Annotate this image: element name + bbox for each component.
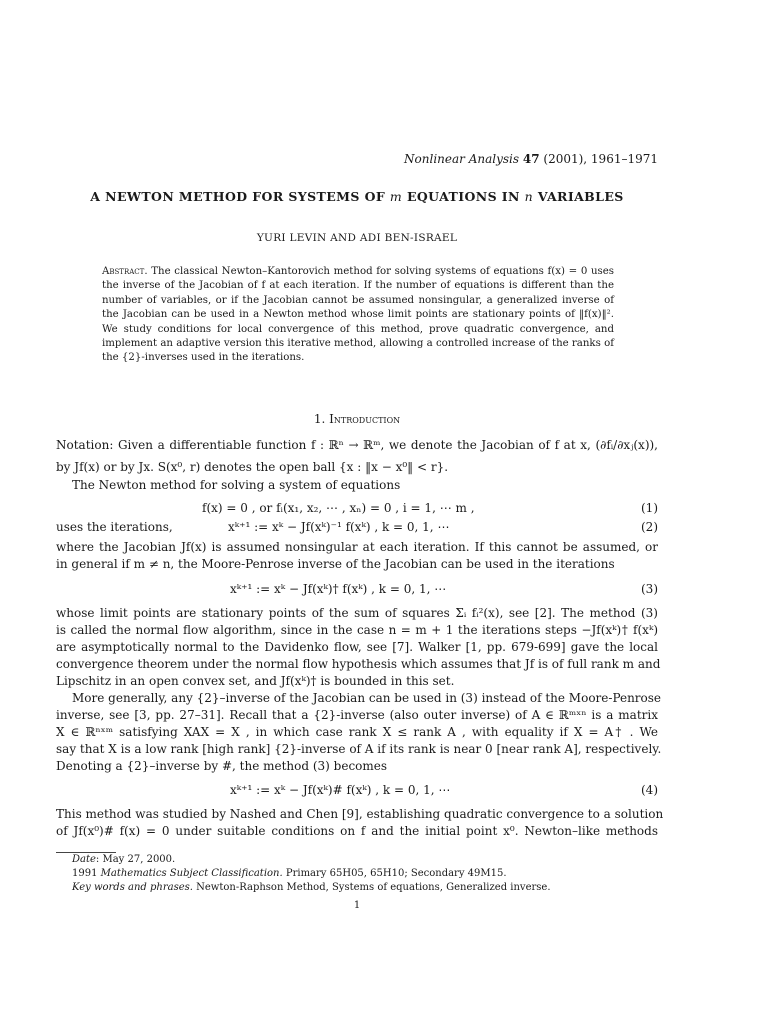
footnote-date: Date: May 27, 2000. <box>72 854 176 865</box>
paper-title: A NEWTON METHOD FOR SYSTEMS OF m EQUATIONS IN n VARIABLES <box>90 189 624 204</box>
body-line: by Jf(x) or by Jx. S(x⁰, r) denotes the open ball {x : ‖x − x⁰‖ < r}. <box>56 460 449 474</box>
body-line: The Newton method for solving a system of equations <box>72 478 401 492</box>
body-line: This method was studied by Nashed and Chen [9], establishing quadratic convergence to a solution <box>56 807 664 821</box>
page-number: 1 <box>353 900 361 911</box>
body-line: say that X is a low rank [high rank] {2}-inverse of A if its rank is near 0 [near rank A], respectively. <box>56 742 662 756</box>
equation-number: (1) <box>641 501 658 515</box>
body-line: X ∈ ℝⁿˣᵐ satisfying XAX = X , in which case rank X ≤ rank A , with equality if X = A† . We <box>56 725 658 739</box>
equation-1: f(x) = 0 , or fᵢ(x₁, x₂, ⋯ , xₙ) = 0 , i = 1, ⋯ m , (1) <box>202 501 658 515</box>
equation-number: (3) <box>641 582 658 596</box>
journal-citation: Nonlinear Analysis 47 (2001), 1961–1971 <box>404 152 658 166</box>
equation-number: (2) <box>641 520 658 534</box>
authors: YURI LEVIN AND ADI BEN-ISRAEL <box>256 232 458 244</box>
footnote-msc: 1991 Mathematics Subject Classification. Primary 65H05, 65H10; Secondary 49M15. <box>72 868 507 879</box>
body-line: inverse, see [3, pp. 27–31]. Recall that a {2}-inverse (also outer inverse) of A ∈ ℝᵐˣⁿ is a matrix <box>56 708 658 722</box>
paper-page <box>56 0 664 1024</box>
body-line: of Jf(x⁰)# f(x) = 0 under suitable conditions on f and the initial point x⁰. Newton–like methods <box>56 824 658 838</box>
body-line: where the Jacobian Jf(x) is assumed nonsingular at each iteration. If this cannot be assumed, or <box>56 540 658 554</box>
body-line: Notation: Given a differentiable function f : ℝⁿ → ℝᵐ, we denote the Jacobian of f at x, (∂fᵢ/∂xⱼ(x)), <box>56 438 658 452</box>
body-line: in general if m ≠ n, the Moore-Penrose inverse of the Jacobian can be used in the iterations <box>56 557 615 571</box>
equation-number: (4) <box>641 783 658 797</box>
equation-4: xᵏ⁺¹ := xᵏ − Jf(xᵏ)# f(xᵏ) , k = 0, 1, ⋯ (4) <box>230 783 658 797</box>
body-line: More generally, any {2}–inverse of the Jacobian can be used in (3) instead of the Moore-Penrose <box>72 691 662 705</box>
footnote-keywords: Key words and phrases. Newton-Raphson Method, Systems of equations, Generalized inverse. <box>72 882 551 893</box>
abstract <box>102 265 614 366</box>
equation-2: uses the iterations, xᵏ⁺¹ := xᵏ − Jf(xᵏ)⁻¹ f(xᵏ) , k = 0, 1, ⋯ (2) <box>56 520 658 534</box>
equation-3: xᵏ⁺¹ := xᵏ − Jf(xᵏ)† f(xᵏ) , k = 0, 1, ⋯ (3) <box>230 582 658 596</box>
body-line: whose limit points are stationary points of the sum of squares Σᵢ fᵢ²(x), see [2]. The method (3) <box>56 606 658 620</box>
body-line: Denoting a {2}–inverse by #, the method (3) becomes <box>56 759 388 773</box>
body-line: Lipschitz in an open convex set, and Jf(xᵏ)† is bounded in this set. <box>56 674 455 688</box>
body-line: is called the normal flow algorithm, since in the case n = m + 1 the iterations steps −Jf(xᵏ)† f(xᵏ) <box>56 623 658 637</box>
abstract-text: The classical Newton–Kantorovich method for solving systems of equations f(x) = 0 uses the inverse of the Jacobian of f at each iteration. If the number of equations is different than the number of variables, or if the Jacobian cannot be assumed nonsingular, a generalized inverse of the Jacobian can be used in a Newton method whose limit points are stationary points of ‖f(x)‖². We study conditions for local convergence of this method, prove quadratic convergence, and implement an adaptive version this iterative method, allowing a controlled increase of the ranks of the {2}-inverses used in the iterations. <box>102 266 614 364</box>
body-line: convergence theorem under the normal flow hypothesis which assumes that Jf is of full rank m and <box>56 657 661 671</box>
abstract-label: Abstract. <box>102 266 148 277</box>
body-line: are asymptotically normal to the Davidenko flow, see [7]. Walker [1, pp. 679-699] gave the local <box>56 640 658 654</box>
section-heading: 1. Introduction <box>313 412 401 426</box>
